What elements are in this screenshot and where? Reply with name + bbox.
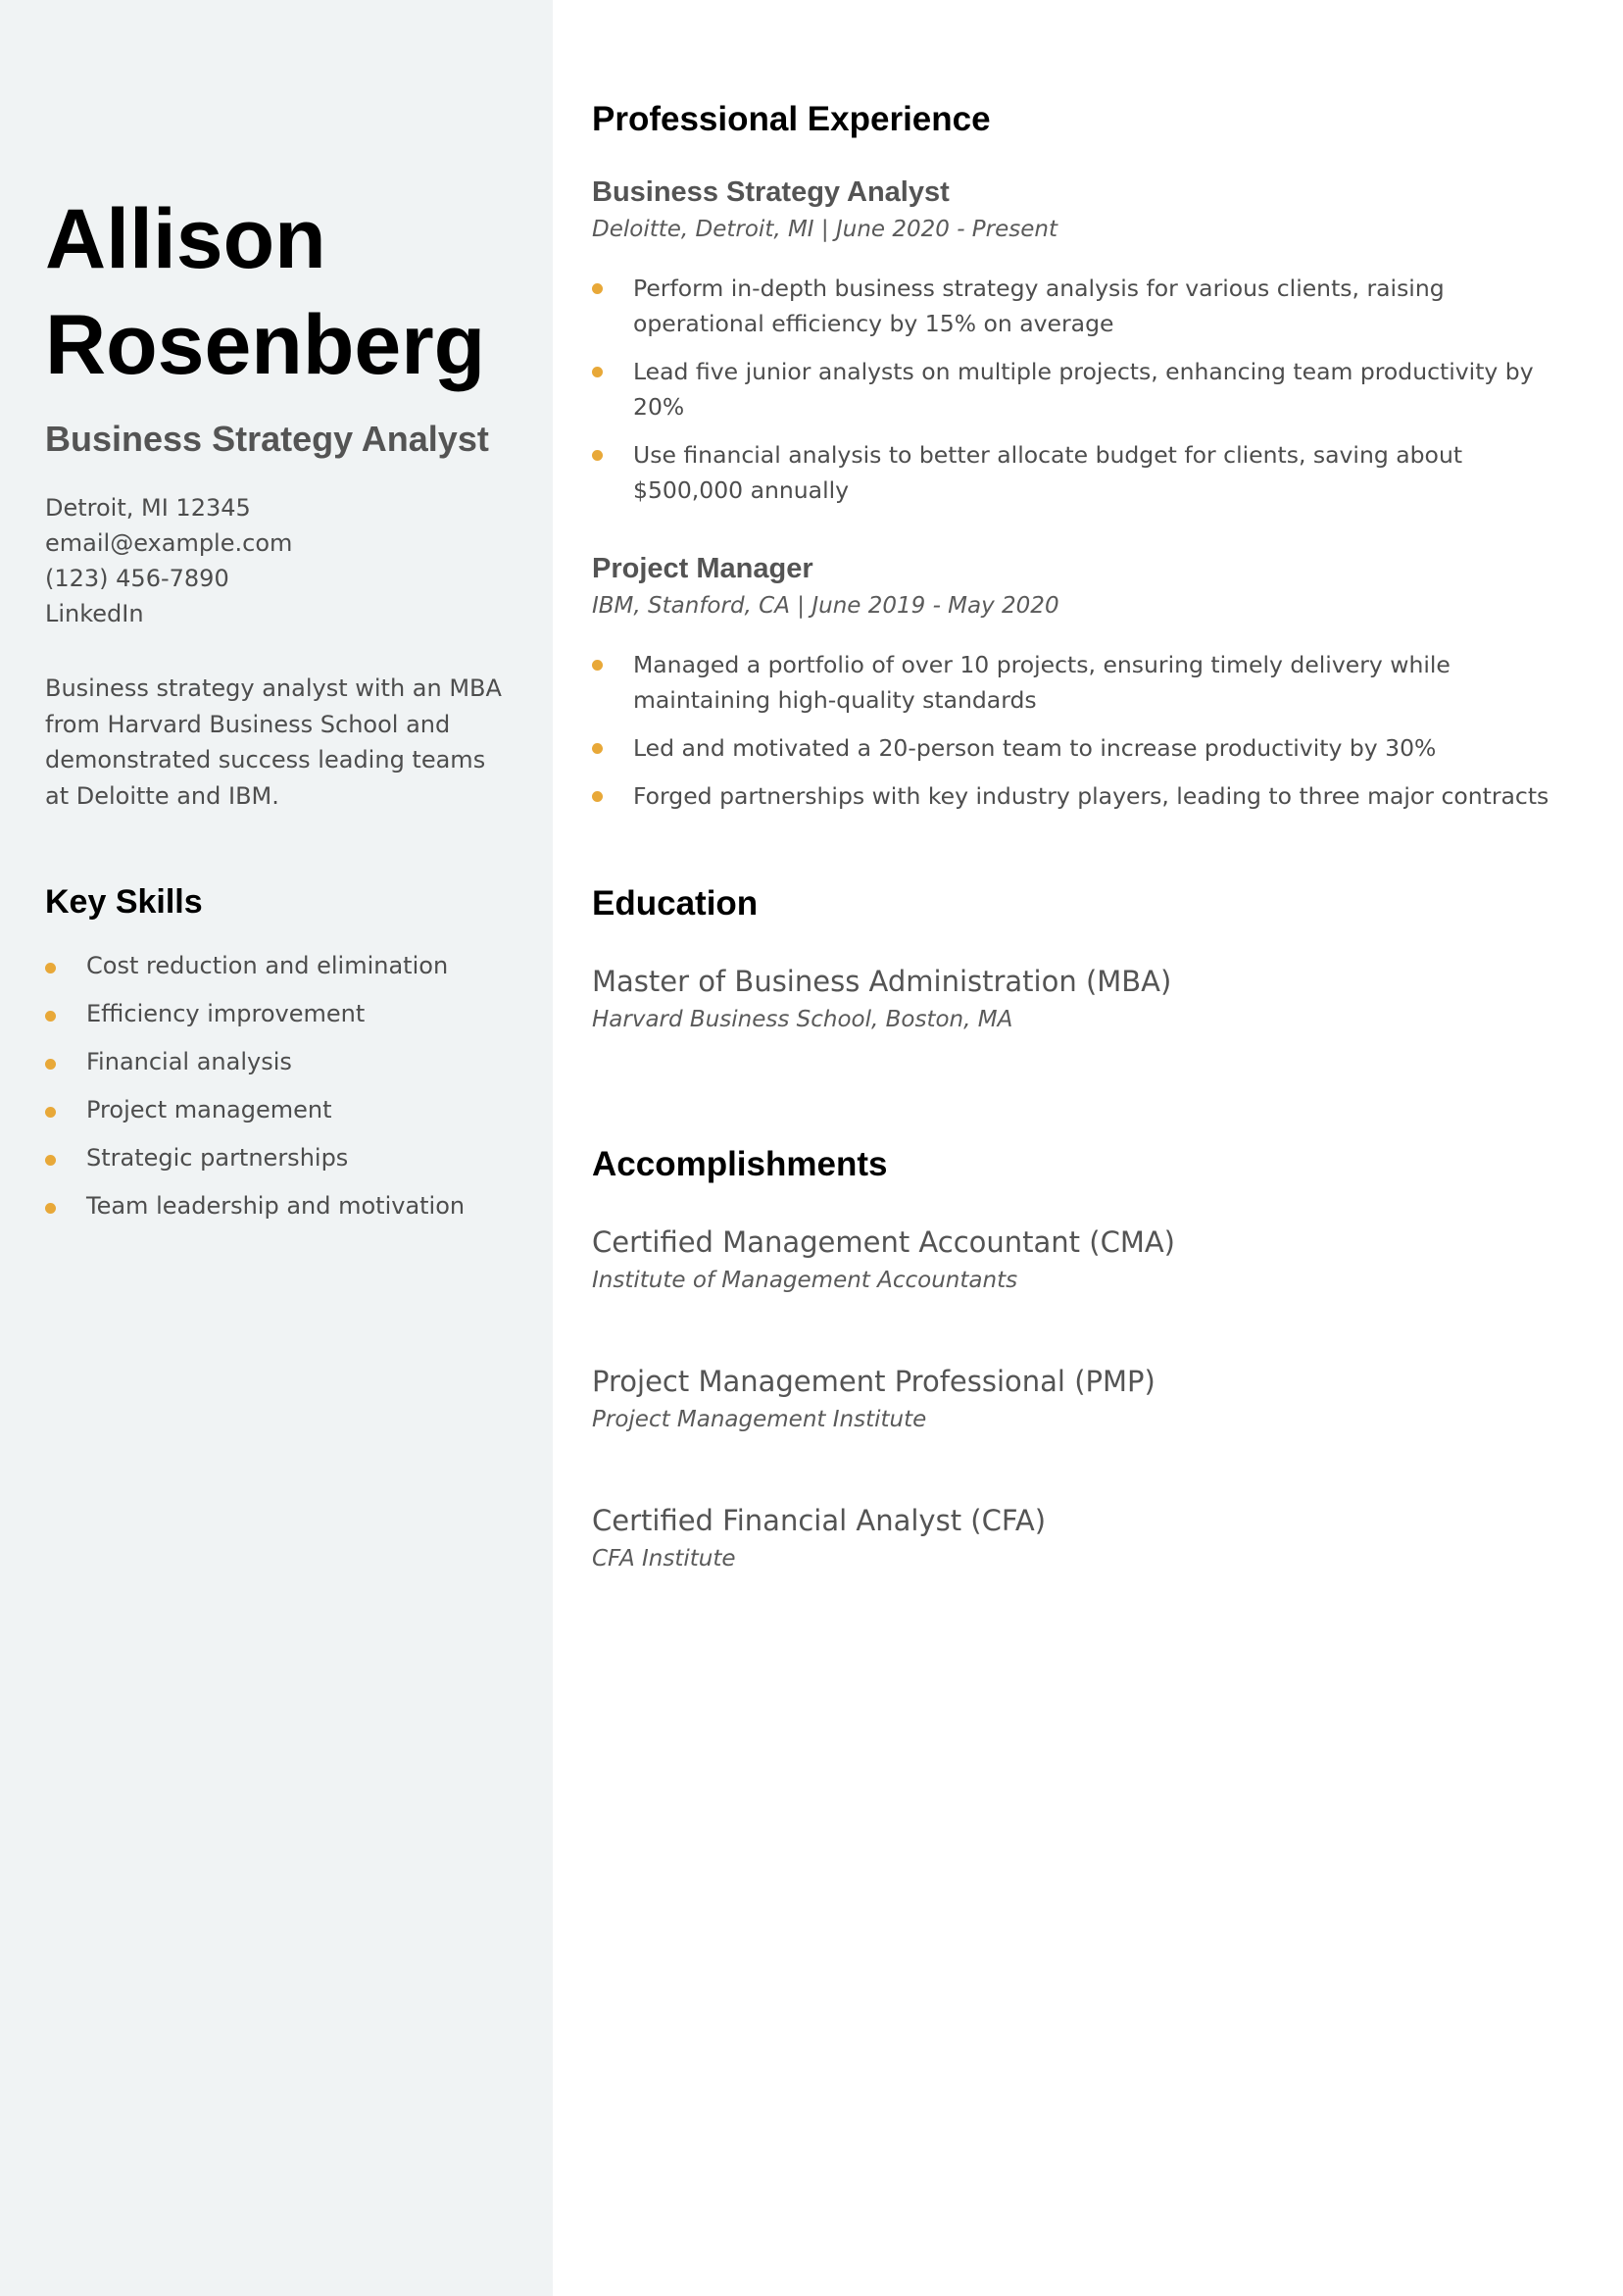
skill-label: Project management bbox=[86, 1096, 332, 1123]
skill-label: Strategic partnerships bbox=[86, 1144, 349, 1172]
job-bullet-text: Lead five junior analysts on multiple projects, enhancing team productivity by 20% bbox=[633, 358, 1534, 421]
skills-heading: Key Skills bbox=[45, 883, 203, 921]
main-content bbox=[592, 98, 1572, 1574]
education-section bbox=[592, 882, 1572, 1035]
job-role: Project Manager bbox=[592, 553, 813, 584]
contact-location: Detroit, MI 12345 bbox=[45, 494, 251, 522]
sidebar-content bbox=[45, 186, 516, 1237]
job-bullet-text: Forged partnerships with key industry players, leading to three major contracts bbox=[633, 782, 1549, 810]
contact-email[interactable]: email@example.com bbox=[45, 529, 293, 557]
job-bullet-text: Led and motivated a 20-person team to increase productivity by 30% bbox=[633, 734, 1437, 762]
job-bullet-text: Use financial analysis to better allocate budget for clients, saving about $500,000 annually bbox=[633, 441, 1463, 504]
job-bullet bbox=[592, 778, 1572, 814]
job-bullet bbox=[592, 271, 1572, 341]
skill-item bbox=[45, 1189, 516, 1223]
job-bullet bbox=[592, 647, 1572, 718]
job-bullet bbox=[592, 354, 1572, 424]
job-role: Business Strategy Analyst bbox=[592, 176, 950, 208]
experience-section bbox=[592, 98, 1572, 814]
skill-item bbox=[45, 949, 516, 982]
bullet-icon bbox=[45, 1155, 56, 1166]
bullet-icon bbox=[45, 1107, 56, 1118]
experience-heading: Professional Experience bbox=[592, 100, 991, 138]
job-bullet bbox=[592, 730, 1572, 766]
accomplishment-title: Certified Management Accountant (CMA) bbox=[592, 1225, 1175, 1259]
accomplishment-title: Certified Financial Analyst (CFA) bbox=[592, 1504, 1047, 1537]
job-entry bbox=[592, 551, 1572, 814]
accomplishments-section bbox=[592, 1143, 1572, 1574]
accomplishment-title: Project Management Professional (PMP) bbox=[592, 1365, 1156, 1398]
job-bullets bbox=[592, 271, 1572, 508]
bullet-icon bbox=[45, 963, 56, 973]
education-heading: Education bbox=[592, 884, 759, 923]
candidate-name bbox=[45, 186, 516, 398]
bullet-icon bbox=[592, 743, 603, 754]
job-bullet-text: Managed a portfolio of over 10 projects, ensuring timely delivery while maintaining high-quality standards bbox=[633, 651, 1451, 714]
bullet-icon bbox=[45, 1011, 56, 1022]
skill-item bbox=[45, 1093, 516, 1126]
accomplishment-issuer: Project Management Institute bbox=[592, 1407, 927, 1432]
job-meta: Deloitte, Detroit, MI | June 2020 - Present bbox=[592, 217, 1058, 242]
first-name: Allison bbox=[45, 192, 326, 286]
accomplishment-issuer: CFA Institute bbox=[592, 1546, 736, 1572]
job-meta: IBM, Stanford, CA | June 2019 - May 2020 bbox=[592, 593, 1059, 619]
job-bullets bbox=[592, 647, 1572, 814]
skills-list bbox=[45, 949, 516, 1223]
bullet-icon bbox=[45, 1059, 56, 1070]
bullet-icon bbox=[592, 660, 603, 671]
sidebar bbox=[0, 0, 553, 2296]
bullet-icon bbox=[45, 1203, 56, 1214]
accomplishment-entry bbox=[592, 1223, 1572, 1296]
contact-linkedin[interactable]: LinkedIn bbox=[45, 600, 144, 627]
candidate-title: Business Strategy Analyst bbox=[45, 419, 489, 459]
skill-label: Financial analysis bbox=[86, 1048, 292, 1075]
contact-phone: (123) 456-7890 bbox=[45, 565, 229, 592]
job-entry bbox=[592, 175, 1572, 508]
last-name: Rosenberg bbox=[45, 298, 486, 392]
accomplishment-entry bbox=[592, 1502, 1572, 1574]
skill-label: Team leadership and motivation bbox=[86, 1192, 466, 1220]
accomplishments-heading: Accomplishments bbox=[592, 1145, 888, 1183]
skill-label: Efficiency improvement bbox=[86, 1000, 366, 1027]
bullet-icon bbox=[592, 283, 603, 294]
skill-item bbox=[45, 1045, 516, 1078]
education-entry bbox=[592, 963, 1572, 1035]
skill-item bbox=[45, 997, 516, 1030]
accomplishment-entry bbox=[592, 1363, 1572, 1435]
bullet-icon bbox=[592, 450, 603, 461]
contact-info bbox=[45, 490, 516, 631]
bullet-icon bbox=[592, 367, 603, 377]
skill-label: Cost reduction and elimination bbox=[86, 952, 449, 979]
education-degree: Master of Business Administration (MBA) bbox=[592, 965, 1172, 998]
job-bullet-text: Perform in-depth business strategy analysis for various clients, raising operational efficiency by 15% on average bbox=[633, 275, 1445, 337]
education-school: Harvard Business School, Boston, MA bbox=[592, 1007, 1013, 1032]
bullet-icon bbox=[592, 791, 603, 802]
accomplishment-issuer: Institute of Management Accountants bbox=[592, 1268, 1018, 1293]
job-bullet bbox=[592, 437, 1572, 508]
profile-summary: Business strategy analyst with an MBA from Harvard Business School and demonstrated success leading teams at Deloitte and IBM. bbox=[45, 674, 502, 810]
skill-item bbox=[45, 1141, 516, 1174]
